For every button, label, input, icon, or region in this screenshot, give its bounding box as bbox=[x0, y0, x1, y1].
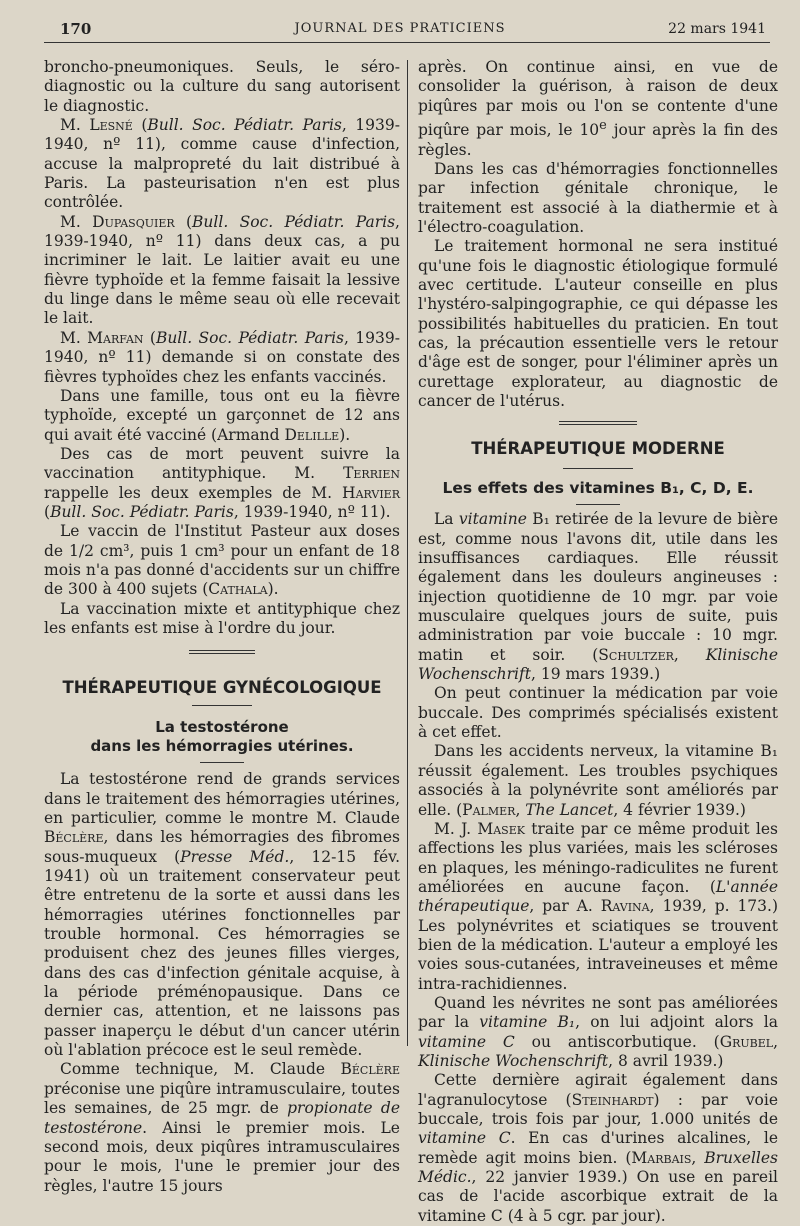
separator bbox=[563, 468, 633, 469]
separator bbox=[559, 421, 637, 425]
separator bbox=[192, 705, 252, 706]
journal-title: JOURNAL DES PRATICIENS bbox=[294, 21, 506, 36]
article-title: La testostérone bbox=[155, 718, 289, 737]
paragraph: M. J. Masek traite par ce même produit les affections les plus variées, mais les scléroses en plaques, les méningo-radiculites ne furent améliorées en aucune façon. (L'année thérapeutique, par A. Ravina, 1939, p. 173.) Les polynévrites et sciatiques se trouvent bien de la médication. L'auteur a employé les voies sous-cutanées, intraveineuses et même intra-rachidiennes. bbox=[418, 819, 778, 993]
keyword: vitamine C bbox=[418, 1129, 511, 1148]
author-name: Masek bbox=[477, 819, 525, 838]
citation: Bull. Soc. Pédiatr. Paris bbox=[155, 328, 344, 347]
section-title: THÉRAPEUTIQUE GYNÉCOLOGIQUE bbox=[62, 678, 382, 698]
paragraph: Cette dernière agirait également dans l'agranulocytose (Steinhardt) : par voie buccale, trois fois par jour, 1.000 unités de vitamine C. En cas d'urines alcalines, le remède agit moins bien. (Marbais, Bruxelles Médic., 22 janvier 1939.) On use en pareil cas de l'acide ascorbique extrait de la vitamine C (4 à 5 cgr. par jour). bbox=[418, 1071, 778, 1225]
author-name: Palmer bbox=[462, 800, 516, 819]
separator bbox=[576, 504, 620, 505]
paragraph: après. On continue ainsi, en vue de consolider la guérison, à raison de deux piqûres par mois ou l'on se contente d'une piqûre par mois, le 10e jour après la fin des règles. bbox=[418, 58, 778, 159]
author-name: Marfan bbox=[87, 328, 144, 347]
author-name: Terrien bbox=[343, 464, 400, 483]
paragraph: M. Dupasquier (Bull. Soc. Pédiatr. Paris, 1939-1940, nº 11) dans deux cas, a pu incriminer le lait. Le laitier avait eu une fièvre typhoïde et la femme faisait la lessive du linge dans le même seau où elle recevait le lait. bbox=[44, 212, 400, 328]
author-name: Schultzer bbox=[598, 645, 674, 664]
issue-date: 22 mars 1941 bbox=[668, 21, 766, 37]
paragraph: Le vaccin de l'Institut Pasteur aux doses de 1/2 cm³, puis 1 cm³ pour un enfant de 18 mois n'a pas donné d'accidents sur un chiffre de 300 à 400 sujets (Cathala). bbox=[44, 522, 400, 599]
citation: Klinische Wochenschrift bbox=[418, 1051, 609, 1070]
paragraph: Dans les accidents nerveux, la vitamine B₁ réussit également. Les troubles psychiques associés à la polynévrite sont améliorés par elle. (Palmer, The Lancet, 4 février 1939.) bbox=[418, 742, 778, 819]
separator bbox=[200, 762, 244, 763]
citation: The Lancet bbox=[525, 800, 614, 819]
separator bbox=[189, 650, 255, 654]
author-name: Cathala bbox=[208, 580, 268, 599]
paragraph: La vitamine B₁ retirée de la levure de bière est, comme nous l'avons dit, utile dans les insuffisances cardiaques. Elle réussit également dans les douleurs angineuses : injection quotidienne de 10 mgr. par voie musculaire quelques jours de suite, puis administration par voie buccale : 10 mgr. matin et soir. (Schultzer, Klinische Wochenschrift, 19 mars 1939.) bbox=[418, 510, 778, 684]
page-number: 170 bbox=[60, 20, 92, 38]
author-name: Lesné bbox=[89, 116, 133, 135]
author-name: Grubel bbox=[719, 1032, 774, 1051]
citation: Bull. Soc. Pédiatr. Paris bbox=[147, 116, 342, 135]
paragraph: M. Lesné (Bull. Soc. Pédiatr. Paris, 1939-1940, nº 11), comme cause d'infection, accuse la malpropreté du lait distribué à Paris. La pasteurisation n'en est plus contrôlée. bbox=[44, 116, 400, 212]
author-name: Béclère bbox=[340, 1060, 400, 1079]
article-title: Les effets des vitamines B₁, C, D, E. bbox=[442, 479, 754, 498]
paragraph: On peut continuer la médication par voie buccale. Des comprimés spécialisés existent à cet effet. bbox=[418, 684, 778, 742]
paragraph: broncho-pneumoniques. Seuls, le séro-diagnostic ou la culture du sang autorisent le diagnostic. bbox=[44, 58, 400, 115]
right-column bbox=[418, 58, 779, 1225]
citation: Bull. Soc. Pédiatr. Paris bbox=[192, 212, 396, 231]
citation: L'année thérapeutique bbox=[418, 877, 778, 916]
author-name: Ravina bbox=[600, 897, 650, 916]
keyword: vitamine B₁ bbox=[479, 1013, 576, 1032]
paragraph: Quand les névrites ne sont pas améliorées par la vitamine B₁, on lui adjoint alors la vitamine C ou antiscorbutique. (Grubel, Klinische Wochenschrift, 8 avril 1939.) bbox=[418, 993, 779, 1070]
author-name: Harvier bbox=[342, 483, 400, 502]
header-rule bbox=[44, 42, 770, 43]
paragraph: La vaccination mixte et antityphique chez les enfants est mise à l'ordre du jour. bbox=[44, 599, 400, 637]
citation: Bruxelles Médic. bbox=[418, 1148, 778, 1187]
paragraph: Dans les cas d'hémorragies fonctionnelles par infection génitale chronique, le traitement est associé à la diathermie et à l'électro-coagulation. bbox=[418, 159, 778, 236]
citation: Presse Méd. bbox=[180, 847, 290, 866]
paragraph: Des cas de mort peuvent suivre la vaccination antityphique. M. Terrien rappelle les deux exemples de M. Harvier (Bull. Soc. Pédiatr. Paris, 1939-1940, nº 11). bbox=[44, 444, 400, 521]
paragraph: Comme technique, M. Claude Béclère préconise une piqûre intramusculaire, toutes les semaines, de 25 mgr. de propionate de testostérone. Ainsi le premier mois. Le second mois, deux piqûres intramusculaires pour le mois, l'une le premier jour des règles, l'autre 15 jours bbox=[44, 1060, 401, 1195]
paragraph: La testostérone rend de grands services dans le traitement des hémorragies utérines, en particulier, comme le montre M. Claude Béclère, dans les hémorragies des fibromes sous-muqueux (Presse Méd., 12-15 fév. 1941) où un traitement conservateur peut être entretenu de la sorte et aussi dans les hémorragies utérines fonctionnelles par trouble hormonal. Ces hémorragies se produisent chez des jeunes filles vierges, dans des cas d'infection génitale acquise, à la période préménopausique. Dans ce dernier cas, attention, et ne laissons pas passer inaperçu le début d'un cancer utérin où l'ablation précoce est le seul remède. bbox=[44, 770, 400, 1060]
keyword: vitamine bbox=[458, 510, 527, 529]
paragraph: Dans une famille, tous ont eu la fièvre typhoïde, excepté un garçonnet de 12 ans qui avait été vacciné (Armand Delille). bbox=[44, 386, 400, 444]
author-name: Delille bbox=[284, 425, 340, 444]
section-title: THÉRAPEUTIQUE MODERNE bbox=[471, 439, 725, 459]
author-name: Steinhardt bbox=[571, 1090, 654, 1109]
left-column bbox=[44, 58, 401, 1195]
paragraph: Le traitement hormonal ne sera institué qu'une fois le diagnostic étiologique formulé avec certitude. L'auteur conseille en plus l'hystéro-salpingographie, ce qui dépasse les possibilités habituelles du praticien. En tout cas, la précaution essentielle vers le retour d'âge est de songer, pour l'éliminer après un curettage explorateur, au diagnostic de cancer de l'utérus. bbox=[418, 237, 778, 410]
author-name: Dupasquier bbox=[92, 212, 175, 231]
keyword: vitamine C bbox=[418, 1032, 515, 1051]
citation: Bull. Soc. Pédiatr. Paris bbox=[50, 502, 234, 521]
drug-name: propionate de testostérone bbox=[44, 1099, 401, 1137]
article-title: dans les hémorragies utérines. bbox=[90, 737, 354, 756]
column-rule bbox=[407, 60, 408, 1046]
citation: Klinische Wochenschrift bbox=[418, 645, 778, 684]
author-name: Marbais bbox=[631, 1148, 692, 1167]
author-name: Béclère bbox=[44, 828, 104, 847]
paragraph: M. Marfan (Bull. Soc. Pédiatr. Paris, 1939-1940, nº 11) demande si on constate des fièvres typhoïdes chez les enfants vaccinés. bbox=[44, 328, 400, 386]
